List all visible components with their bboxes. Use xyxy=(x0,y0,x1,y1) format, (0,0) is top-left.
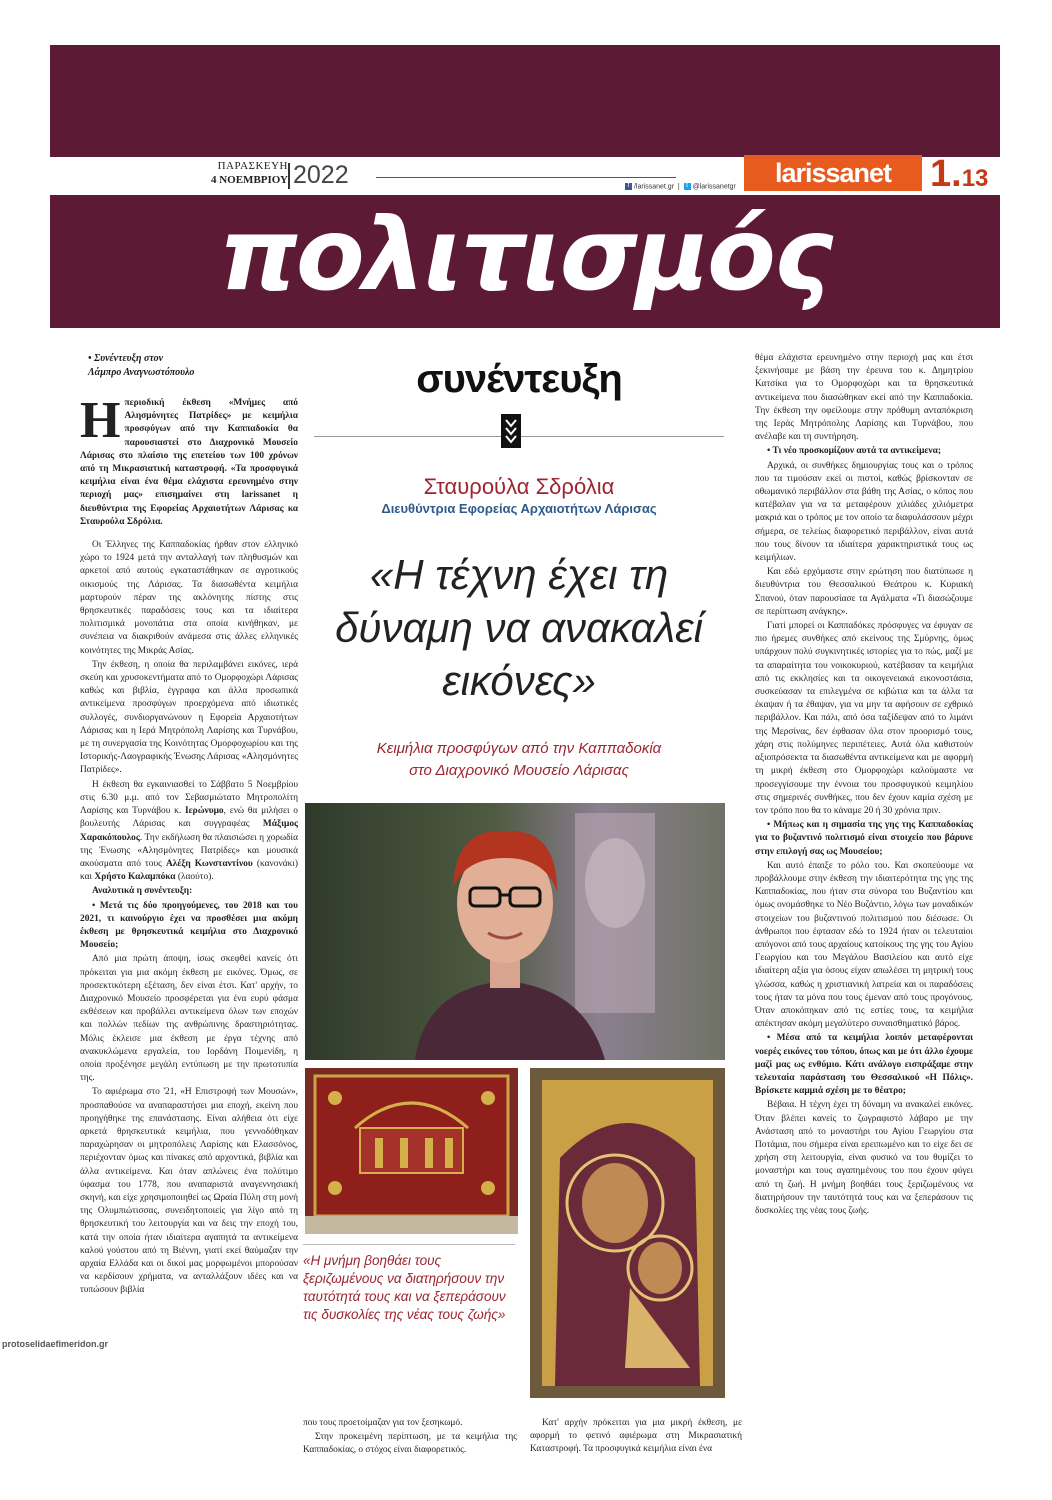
text: (κανονάκι) και xyxy=(80,858,298,883)
paragraph: Κατ' αρχήν πρόκειται για μια μικρή έκθεση, με αφορμή το φετινό αφιέρωμα στη Μικρασιατική Καταστροφή. Τα προσφυγικά κειμήλια είναι ένα xyxy=(530,1418,742,1455)
byline-line-1: • Συνέντευξη στον xyxy=(88,353,164,364)
paragraph: Στην προκειμένη περίπτωση, με τα κειμήλια της Καππαδοκίας, ο στόχος είναι διαφορετικός. xyxy=(303,1432,517,1456)
text: . Την εκδήλωση θα πλαισιώσει η χορωδία της Ένωσης «Αλησμόνητες Πατρίδες» και μουσικά ακούσματα από τους xyxy=(80,832,298,869)
facebook-icon: f xyxy=(625,183,632,190)
page-number xyxy=(930,153,988,196)
question: • Μέσα από τα κειμήλια λοιπόν μεταφέρονται νοερές εικόνες του τόπου, όπως και με ότι άλλο έχουμε μαζί μας ως ενθύμιο. Κάτι ανάλογο εισπράξαμε στην τελευταία παράσταση του Θεσσαλικού «Η Πόλις». Βρίσκετε καμμιά σχέση με το θέατρο; xyxy=(755,1033,973,1097)
quote-rule xyxy=(303,1244,515,1245)
text: (λαούτο). xyxy=(175,872,214,883)
page-number-main: 1. xyxy=(930,153,962,195)
paragraph: Οι Έλληνες της Καππαδοκίας ήρθαν στον ελληνικό χώρο το 1924 μετά την ανταλλαγή των πληθυσμών και αρκετοί από αυτούς εγκαταστάθηκαν σε αγροτικούς οικισμούς της Λάρισας. Τα διασωθέντα κειμήλια μαρτυρούν πέραν της ακλόνητης πίστης στις θρησκευτικές παραδόσεις τους και τα ιδιαίτερα πολιτισμικά μονοπάτια στα οποία κινήθηκαν, με συνέπεια να διακριθούν ανάμεσα στις άλλες ελληνικές κοινότητες της Μικράς Ασίας. xyxy=(80,540,298,656)
chevron-down-icon xyxy=(501,414,521,448)
lead-paragraph xyxy=(80,392,298,529)
subhead-line-2: στο Διαχρονικό Μουσείο Λάρισας xyxy=(409,762,629,779)
social-handles: f /larissanet.gr | t @larissanetgr xyxy=(625,183,736,190)
date-date: 4 ΝΟΕΜΒΡΙΟΥ xyxy=(210,174,288,186)
section-title: πολιτισμός xyxy=(218,196,832,313)
date-year: 2022 xyxy=(293,161,349,189)
paragraph: που τους προετοίμαζαν για τον ξεσηκωμό. xyxy=(303,1418,463,1428)
date-rule xyxy=(376,177,676,178)
page-number-sub: 13 xyxy=(961,165,989,192)
column-1 xyxy=(80,392,299,1299)
interviewee-name: Σταυρούλα Σδρόλια xyxy=(423,474,615,499)
subhead xyxy=(314,738,724,782)
paragraph: Και αυτό έπαιξε το ρόλο του. Και σκοπεύουμε να προβάλλουμε στην έκθεση την ιδιαιτερότητα της γης της Καππαδοκίας, που ήταν στα σύνορα του Βυζαντίου και όμως ονομάσθηκε το Νέο Βυζάντιο, λόγω των μοναδικών στοιχείων του βυζαντινού πολιτισμού που διέσωσε. Οι άνθρωποι που έφτασαν εδώ το 1924 ήταν οι τελευταίοι απόγονοι από τους αρχαίους κατοίκους της γης του Αγίου Γεωργίου και του Μεγάλου Βασιλείου και αυτό είχε ιδιαίτερη αξία για όσους είχαν απωλέσει τη μητρική τους γλώσσα, καθώς η χριστιανική λατρεία και οι παραδόσεις τους ήταν τα μόνα που τους έμεναν από τους προγόνους. Όταν αποκόπηκαν από τις εστίες τους, τα κειμήλια απέκτησαν ακόμη μεγαλύτερο συναισθηματικό βάρος. xyxy=(755,860,974,1030)
column-4 xyxy=(755,352,973,1219)
date-band xyxy=(50,153,1000,195)
interviewee-role: Διευθύντρια Εφορείας Αρχαιοτήτων Λάρισας xyxy=(381,501,657,516)
bold-name: Μάξιμος Χαρακόπουλος xyxy=(80,819,299,843)
paragraph: Το αφιέρωμα στο '21, «Η Επιστροφή των Μουσών», προσπαθούσε να αναπαραστήσει μια εποχή, εκείνη που προηγήθηκε της επανάστασης. Είναι αλήθεια ότι είχε αρκετά θρησκευτικά κειμήλια, που γεννοδόθηκαν παραχώρησαν οι μητροπόλεις Λαρίσης και Ελασσόνος, περιέχονταν όμως και πίνακες από αρχοντικά, βιβλία και άλλα αντικείμενα. Και όταν απλώνεις ένα πολύτιμο ύφασμα του 1778, που αναπαριστά αναγεννησιακή σκηνή, και είχε χρησιμοποιηθεί ως Ωραία Πύλη στη μονή της Ολυμπιώτισσας, συνειδητοποιείς για λίγο από τη θρησκευτική του λειτουργία και να δεις την εποχή του, κατά την οποία ήταν ιδιαίτερα αγαπητά τα αντικείμενα καλού γούστου από τη Βιέννη, γιατί εκεί θαύμαζαν την αρχαία Ελλάδα και οι δικοί μας μορφωμένοι μπορούσαν να κερδίσουν χρήματα, να ανταλλάξουν ιδέες και να τυπώσουν βιβλία xyxy=(80,1087,298,1296)
watermark: protoselidaefimeridon.gr xyxy=(2,1339,109,1349)
text: Η έκθεση θα εγκαινιασθεί το Σάββατο 5 Νοεμβρίου στις 6.30 μ.μ. από τον Σεβασμιώτατο Μητροπολίτη Λαρίσης και Τυρνάβου κ. xyxy=(80,779,298,817)
date-separator xyxy=(288,163,290,189)
brand-name: larissanet xyxy=(744,155,922,191)
portrait-photo xyxy=(305,803,725,1060)
question: • Μετά τις δύο προηγούμενες, του 2018 και του 2021, τι καινούργιο έχει να προσθέσει μια ακόμη έκθεση με θρησκευτικά κειμήλια στο Διαχρονικό Μουσείο; xyxy=(80,900,298,951)
paragraph: Βέβαια. Η τέχνη έχει τη δύναμη να ανακαλεί εικόνες. Όταν βλέπει κανείς το ζωγραφιστό λάβαρο με την Ανάσταση από το μοναστήρι του Αγίου Γεωργίου στα Ποτάμια, που σήμερα είναι ερειπωμένο και το είχε δει σε χρήση στη λειτουργία, είναι φυσικό να του θυμίζει το μοναστήρι και τους αγαπημένους του που έχουν φύγει από τη ζωή. Η μνήμη βοηθάει τους ξεριζωμένους να διατηρήσουν την ταυτότητά τους και να ξεπεράσουν τις δυσκολίες της νέας τους ζωής. xyxy=(755,1100,973,1216)
byline-line-2: Λάμπρο Αναγνωστόπουλο xyxy=(88,367,195,378)
headline: «Η τέχνη έχει τη δύναμη να ανακαλεί εικόνες» xyxy=(335,551,703,704)
dropcap: Η xyxy=(80,392,121,449)
paragraph: Αρχικά, οι συνθήκες δημιουργίας τους και ο τρόπος που τα τιμούσαν εκεί οι πιστοί, καθώς βρίσκονταν σε οθωμανικό περιβάλλον στα βάθη της Ασίας, ο κόπος που κατέβαλαν για να τα μεταφέρουν χιλιάδες χιλιόμετρα μακριά και ο τρόπος με τον οποίο τα διαφυλάσσουν μέχρι σήμερα, σε τελείως διαφορετικό περιβάλλον, είναι αυτά που τους δίνουν τα ιδιαίτερα χαρακτηριστικά τους ως κειμήλιων. xyxy=(755,460,973,564)
column-3-bottom xyxy=(530,1417,742,1458)
pull-quote: «Η μνήμη βοηθάει τους ξεριζωμένους να διατηρήσουν την ταυτότητά τους και να ξεπεράσουν τις δυσκολίες της νέας τους ζωής» xyxy=(303,1253,506,1322)
bold-name: Χρήστο Καλαμπόκα xyxy=(94,872,176,883)
section-label: Αναλυτικά η συνέντευξη: xyxy=(92,886,193,897)
bold-name: Αλέξη Κωνσταντίνου xyxy=(165,858,253,869)
paragraph: θέμα ελάχιστα ερευνημένο στην περιοχή μας και έτσι ξεκινήσαμε με βάση την έρευνα του κ. Δημητρίου Κατσίκα για το Ομορφοχώρι και τα θρησκευτικά αντικείμενα που διασώθηκαν εκεί από την Καππαδοκία. Την έκθεση την οφείλουμε στην πρόθυμη ανταπόκριση της Ιεράς Μητρόπολης Λαρίσης και Τυρνάβου, που ανέλαβε και τη συντήρηση. xyxy=(755,353,973,443)
paragraph: Την έκθεση, η οποία θα περιλαμβάνει εικόνες, ιερά σκεύη και χρυσοκεντήματα από το Ομορφοχώρι Λάρισας καθώς και βιβλία, έγγραφα και άλλα προσωπικά αντικείμενα προσφύγων προερχόμενα από ιδιωτικές συλλογές, συνδιοργανώνουν η Εφορεία Αρχαιοτήτων Λάρισας και η Ιερά Μητρόπολη Λαρίσης και Τυρνάβου, με τη συνεργασία της Κοινότητας Ομορφοχωρίου και της Ιστορικής-Λαογραφικής Ένωσης Λάρισας «Αλησμόνητες Πατρίδες». xyxy=(80,659,298,776)
paragraph xyxy=(80,779,298,885)
lead-text: περιοδική έκθεση «Μνήμες από Αλησμόνητες Πατρίδες» με κειμήλια προσφύγων από την Καππαδοκία θα παρουσιαστεί στο Διαχρονικό Μουσείο Λάρισας στο πλαίσιο της επετείου των 100 χρόνων από τη Μικρασιατική καταστροφή. «Τα προσφυγικά κειμήλια είναι ένα θέμα ελάχιστα ερευνημένο στην περιοχή μας» επισημαίνει στη larissanet η διευθύντρια της Εφορείας Αρχαιοτήτων Λάρισας κα Σταυρούλα Σδρόλια. xyxy=(80,398,298,527)
masthead xyxy=(50,45,1000,328)
bold-name: Ιερώνυμο xyxy=(185,806,224,817)
question: • Τι νέο προσκομίζουν αυτά τα αντικείμενα; xyxy=(767,446,941,457)
twitter-handle[interactable]: @larissanetgr xyxy=(692,183,736,191)
twitter-icon: t xyxy=(684,183,691,190)
byline xyxy=(88,352,194,380)
paragraph: Και εδώ ερχόμαστε στην ερώτηση που διατύπωσε η διευθύντρια του Θεσσαλικού Θεάτρου κ. Κυριακή Σπανού, όταν παρουσίασε τα Αγάλματα «Τι διασώζουμε σε περίπτωση ανάγκης». xyxy=(755,567,973,617)
embroidery-photo xyxy=(305,1068,518,1234)
paragraph: Γιατί μπορεί οι Καππαδόκες πρόσφυγες να έφυγαν σε πιο ήρεμες συνθήκες από εκείνους της Σμύρνης, όμως υπάρχουν πολύ συγκινητικές ιστορίες για το πώς, μαζί με τα απαραίτητα του νοικοκυριού, κατέβασαν τα κειμήλια από τις εκκλησίες και τα οικογενειακά εικονοστάσια, συσκεύασαν τα επιλεγμένα σε κιβώτια και τα άλλα τα έκαψαν ή τα έθαψαν, για να μην τα αφήσουν σε εχθρικό περιβάλλον. Και πάλι, από όσα ταξίδεψαν από το λιμάνι της Μερσίνας, δεν έφθασαν όλα στον προορισμό τους, χάρη στις πολύμηνες περιπέτειες. Αυτά όλα καθιστούν αξιοπρόσεκτα τα διασωθέντα αντικείμενα και με αφορμή τη μικρή έκθεση στο Ομορφοχώρι καλούμαστε να προσεγγίσουμε την έννοια του προσφυγικού κειμηλίου στις σημερινές συνθήκες, που δεν έχουν καμία σχέση με τον τρόπο που θα το κάναμε 20 ή 30 χρόνια πριν. xyxy=(755,621,973,816)
icon-photo xyxy=(530,1068,725,1398)
date-day: ΠΑΡΑΣΚΕΥΗ xyxy=(217,160,288,172)
kicker: συνέντευξη xyxy=(416,357,622,401)
facebook-handle[interactable]: /larissanet.gr xyxy=(633,183,675,191)
subhead-line-1: Κειμήλια προσφύγων από την Καππαδοκία xyxy=(376,740,662,757)
question: • Μήπως και η σημασία της γης της Καππαδοκίας για το βυζαντινό πολιτισμό είναι στοιχείο που βάρυνε στην επιλογή σας ως Μουσείου; xyxy=(755,820,973,857)
text: , ενώ θα μιλήσει ο βουλευτής Λάρισας και συγγραφέας xyxy=(80,806,298,830)
brand-logo[interactable] xyxy=(744,155,992,193)
column-2-bottom xyxy=(303,1417,517,1459)
paragraph: Από μια πρώτη άποψη, ίσως σκεφθεί κανείς ότι πρόκειται για μια ακόμη έκθεση με εικόνες. Όμως, σε προσεκτικότερη εξέταση, δεν είναι έτσι. Κατ' αρχήν, το Διαχρονικό Μουσείο προσφέρεται για ένα ευρύ φάσμα εκθέσεων και προβάλλει αντικείμενα όλων των εποχών και πολλών πεδίων της ανθρώπινης δραστηριότητας. Μόλις έκλεισε μια έκθεση με έργα τέχνης από ανακυκλώμενα εργαλεία, του Ιορδάνη Ποιμενίδη, η οποία προξένησε μεγάλη εντύπωση με την πρωτοτυπία της. xyxy=(80,954,298,1084)
